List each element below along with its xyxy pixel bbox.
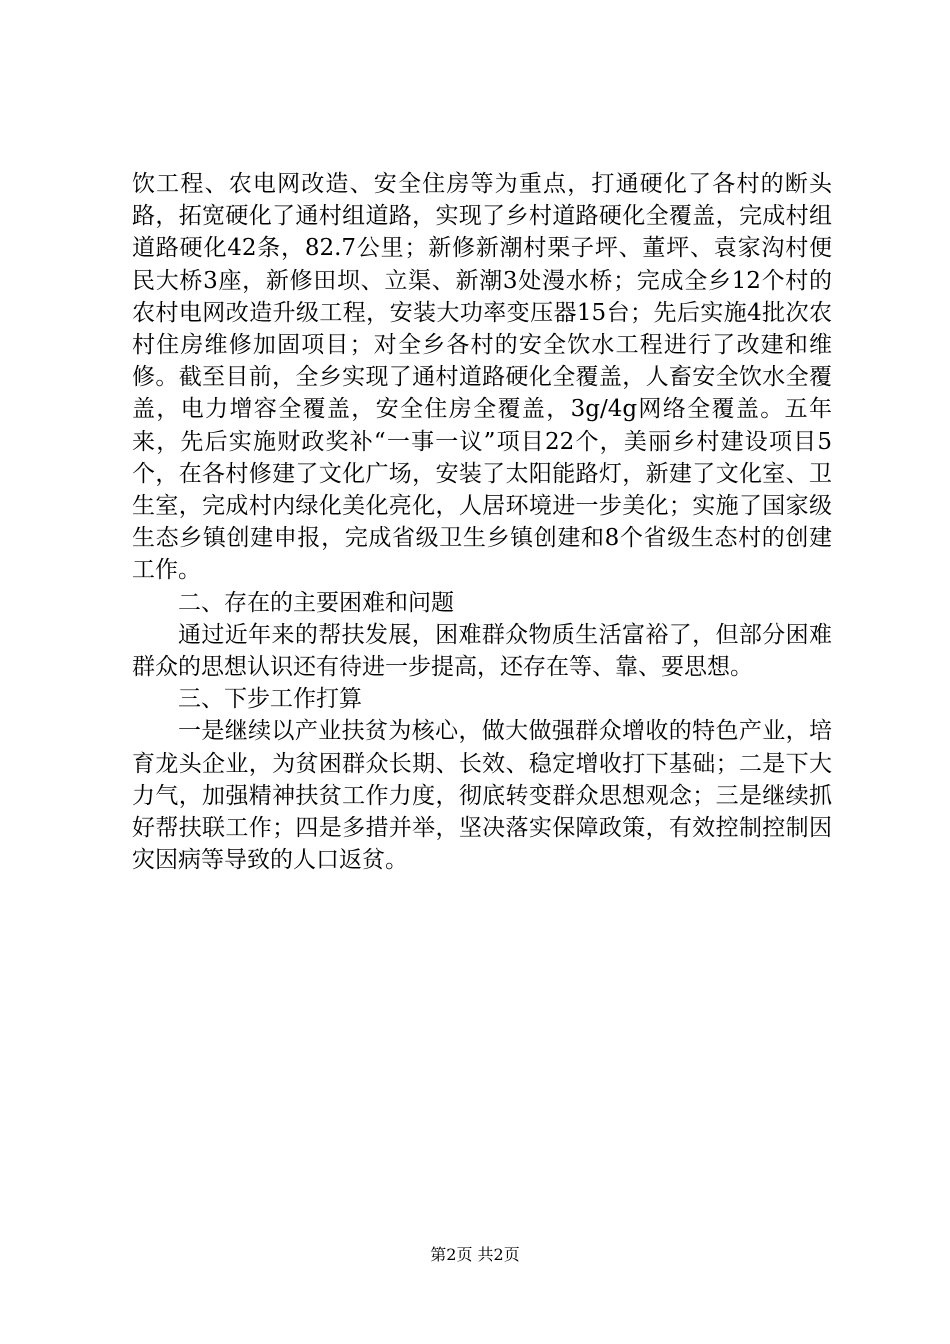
paragraph-infrastructure: 饮工程、农电网改造、安全住房等为重点，打通硬化了各村的断头路，拓宽硬化了通村组道路，实现了乡村道路硬化全覆盖，完成村组道路硬化42条，82.7公里；新修新潮村栗子坪、董坪、袁家沟村便民大桥3座，新修田坝、立渠、新潮3处漫水桥；完成全乡12个村的农村电网改造升级工程，安装大功率变压器15台；先后实施4批次农村住房维修加固项目；对全乡各村的安全饮水工程进行了改建和维修。截至目前，全乡实现了通村道路硬化全覆盖，人畜安全饮水全覆盖，电力增容全覆盖，安全住房全覆盖，3g/4g网络全覆盖。五年来，先后实施财政奖补“一事一议”项目22个，美丽乡村建设项目5个，在各村修建了文化广场，安装了太阳能路灯，新建了文化室、卫生室，完成村内绿化美化亮化，人居环境进一步美化；实施了国家级生态乡镇创建申报，完成省级卫生乡镇创建和8个省级生态村的创建工作。 [132,171,832,584]
page-footer [0,1245,950,1265]
section-heading-difficulties: 二、存在的主要困难和问题 [178,589,454,616]
page-number-label: 第2页 共2页 [430,1245,520,1264]
section-heading-next-steps: 三、下步工作打算 [178,686,362,713]
document-body [132,168,832,876]
paragraph-difficulties: 通过近年来的帮扶发展，困难群众物质生活富裕了，但部分困难群众的思想认识还有待进一步提高，还存在等、靠、要思想。 [132,621,832,681]
paragraph-next-steps: 一是继续以产业扶贫为核心，做大做强群众增收的特色产业，培育龙头企业，为贫困群众长期、长效、稳定增收打下基础；二是下大力气，加强精神扶贫工作力度，彻底转变群众思想观念；三是继续抓好帮扶联工作；四是多措并举，坚决落实保障政策，有效控制控制因灾因病等导致的人口返贫。 [132,718,832,874]
